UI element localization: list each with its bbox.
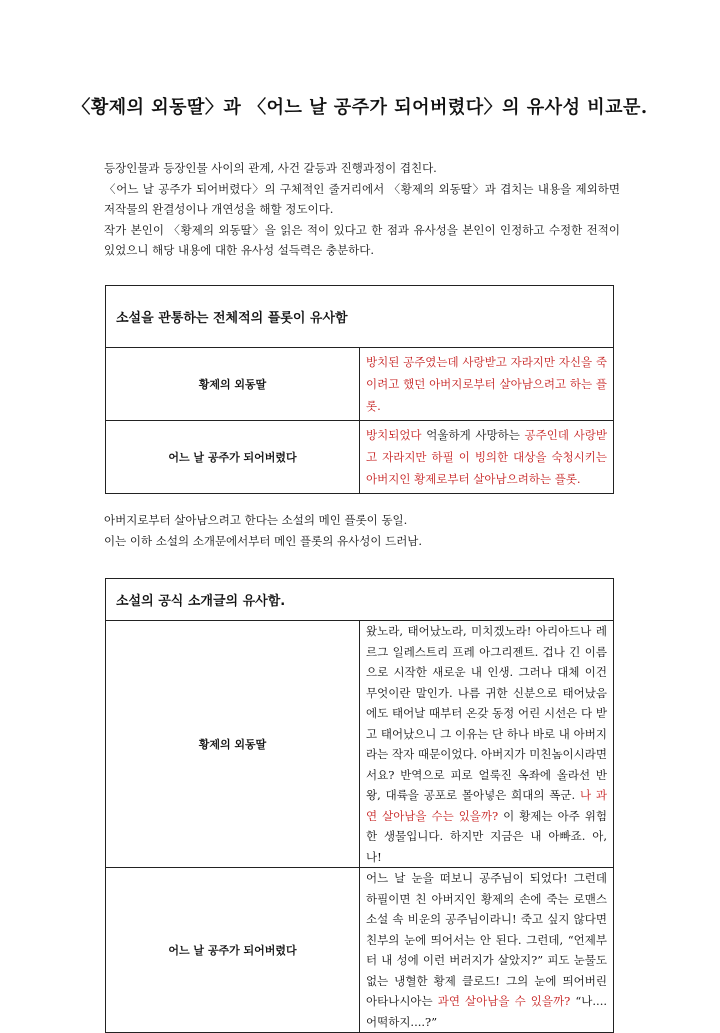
plot-text-plain: 억울하게 사망하는 bbox=[421, 428, 525, 442]
intro-text-part-b: 이 황제는 아주 위험한 생물입니다. 하지만 지금은 내 아빠죠. 아, 나! bbox=[366, 808, 607, 864]
intro-line-2: 〈어느 날 공주가 되어버렸다〉의 구체적인 줄거리에서 〈황제의 외동딸〉과 겹치는 내용을 제외하면 저작물의 완결성이나 개연성을 해할 정도이다. bbox=[104, 181, 620, 216]
intro-text-highlight: 과연 살아남을 수 있을까? bbox=[437, 994, 571, 1008]
plot-text-highlight-2: 공주인데 사랑받고 자라지만 하필 이 빙의한 대상을 숙청시키는 아버지인 황제로부터 살아남으려하는 플롯. bbox=[366, 428, 607, 486]
plot-comparison-table bbox=[105, 285, 614, 494]
row-label-became-princess: 어느 날 공주가 되어버렸다 bbox=[106, 868, 360, 1033]
plot-text-highlight-1: 방치되었다 bbox=[366, 428, 422, 442]
intro-paragraph bbox=[104, 158, 620, 261]
intro-text-part-a: 왔노라, 태어났노라, 미치겠노라! 아리아드나 레르그 일레스트리 프레 아그리젠트. 겁나 긴 이름으로 시작한 새로운 내 인생. 그러나 대체 이건 무엇이란 말인가. 나름 귀한 신분으로 태어났음에도 태어날 때부터 온갖 동정 어린 시선은 다 받고 태어났으니 그 이유는 단 하나 바로 내 아버지라는 작자 때문이었다. 아버지가 미친놈이시라면서요? 반역으로 피로 얼룩진 옥좌에 올라선 반왕, 대륙을 공포로 몰아넣은 희대의 폭군. bbox=[366, 624, 607, 802]
row-label-emperor-daughter: 황제의 외동딸 bbox=[106, 348, 360, 421]
plot-text-became-princess bbox=[360, 421, 614, 494]
intro-text-became-princess bbox=[360, 868, 614, 1033]
plot-summary bbox=[104, 510, 624, 552]
plot-text-emperor-daughter: 방치된 공주였는데 사랑받고 자라지만 자신을 죽이려고 했던 아버지로부터 살아남으려고 하는 플롯. bbox=[360, 348, 614, 421]
intro-line-1: 등장인물과 등장인물 사이의 관계, 사건 갈등과 진행과정이 겹친다. bbox=[104, 161, 437, 175]
page-title: 〈황제의 외동딸〉과 〈어느 날 공주가 되어버렸다〉의 유사성 비교문. bbox=[72, 97, 648, 118]
row-label-emperor-daughter: 황제의 외동딸 bbox=[106, 621, 360, 868]
plot-table-header: 소설을 관통하는 전체적의 플롯이 유사함 bbox=[106, 286, 614, 348]
summary-line-2: 이는 이하 소설의 소개문에서부터 메인 플롯의 유사성이 드러남. bbox=[104, 534, 423, 548]
intro-text-part-a: 어느 날 눈을 떠보니 공주님이 되었다! 그런데 하필이면 친 아버지인 황제의 손에 죽는 로맨스 소설 속 비운의 공주님이라니! 죽고 싶지 않다면 친부의 눈에 띄어서는 안 된다. 그런데, “언제부터 내 성에 이런 버러지가 살았지?” 피도 눈물도 없는 냉혈한 황제 클로드! 그의 눈에 띄어버린 아타나시아는 bbox=[366, 871, 607, 1008]
row-label-became-princess: 어느 날 공주가 되어버렸다 bbox=[106, 421, 360, 494]
intro-table-header: 소설의 공식 소개글의 유사함. bbox=[106, 579, 614, 621]
summary-line-1: 아버지로부터 살아남으려고 한다는 소설의 메인 플롯이 동일. bbox=[104, 513, 408, 527]
intro-text-part-b: “나.... 어떡하지....?” bbox=[366, 994, 607, 1029]
intro-text-highlight: 나 과연 살아남을 수는 있을까? bbox=[366, 788, 607, 823]
intro-line-3: 작가 본인이 〈황제의 외동딸〉을 읽은 적이 있다고 한 점과 유사성을 본인이 인정하고 수정한 전적이 있었으니 해당 내용에 대한 유사성 설득력은 충분하다. bbox=[104, 222, 620, 257]
intro-text-emperor-daughter bbox=[360, 621, 614, 868]
